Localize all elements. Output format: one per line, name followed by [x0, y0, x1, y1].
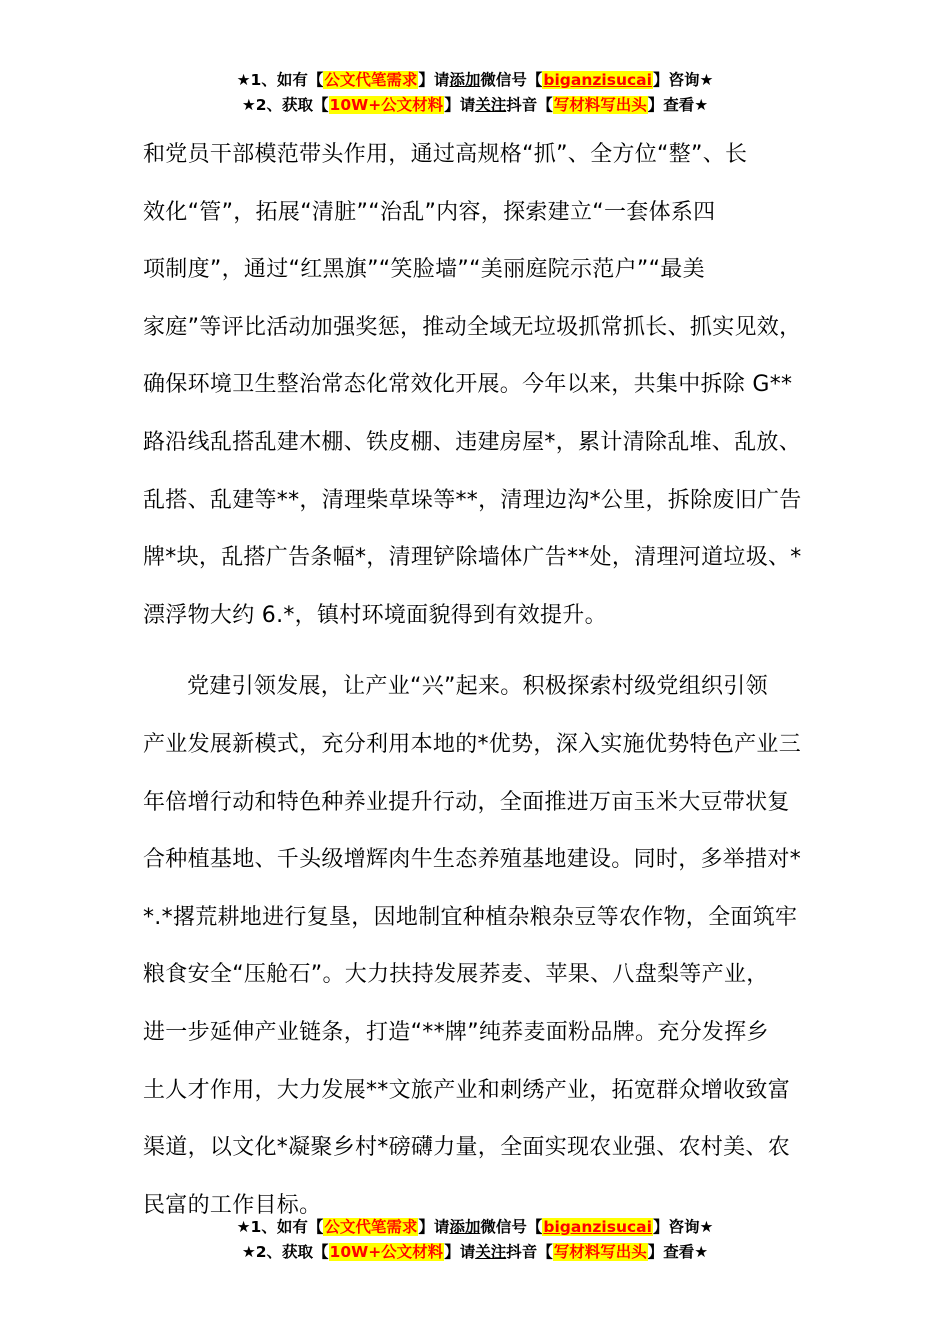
text-line: 进一步延伸产业链条，打造“**牌”纯荞麦面粉品牌。充分发挥乡: [143, 1019, 769, 1045]
banner-text: 】请: [418, 71, 450, 89]
banner-text: 】请: [418, 1218, 450, 1236]
banner-line-2: [0, 93, 950, 118]
banner-text: 】咨询★: [652, 71, 714, 89]
banner-text: 抖音【: [506, 96, 553, 114]
text-line: 党建引领发展，让产业“兴”起来。积极探索村级党组织引领: [187, 674, 768, 700]
highlight-materials: 10W+公文材料: [329, 96, 444, 114]
text-line: 土人才作用，大力发展**文旅产业和刺绣产业，拓宽群众增收致富: [143, 1077, 791, 1103]
text-line: 漂浮物大约 6.*，镇村环境面貌得到有效提升。: [143, 602, 607, 628]
highlight-service: 公文代笔需求: [324, 1218, 418, 1236]
banner-text: 微信号【: [480, 71, 543, 89]
banner-underlined: 关注: [475, 1243, 507, 1261]
banner-line-1: [0, 68, 950, 93]
wechat-id-link[interactable]: biganzisucai: [543, 1218, 652, 1236]
highlight-materials: 10W+公文材料: [329, 1243, 444, 1261]
banner-underlined: 关注: [475, 96, 507, 114]
banner-line-2: [0, 1240, 950, 1265]
banner-text: 】查看★: [647, 1243, 709, 1261]
wechat-id-link[interactable]: biganzisucai: [543, 71, 652, 89]
text-line: 和党员干部模范带头作用，通过高规格“抓”、全方位“整”、长: [143, 142, 748, 167]
text-line: 年倍增行动和特色种养业提升行动，全面推进万亩玉米大豆带状复: [143, 789, 790, 815]
paragraph-gap: [143, 644, 823, 658]
banner-text: 】咨询★: [652, 1218, 714, 1236]
banner-text: ★2、获取【: [241, 96, 329, 114]
footer-banner: [0, 1215, 950, 1265]
douyin-account: 写材料写出头: [553, 1243, 647, 1261]
banner-text: 】请: [444, 96, 476, 114]
banner-text: 抖音【: [506, 1243, 553, 1261]
banner-text: ★1、如有【: [236, 71, 324, 89]
text-line: 渠道，以文化*凝聚乡村*磅礴力量，全面实现农业强、农村美、农: [143, 1135, 791, 1161]
banner-line-1: [0, 1215, 950, 1240]
paragraph-2: [143, 658, 823, 1234]
text-line: 效化“管”，拓展“清脏”“治乱”内容，探索建立“一套体系四: [143, 199, 716, 225]
text-line: 乱搭、乱建等**，清理柴草垛等**，清理边沟*公里，拆除废旧广告: [143, 487, 802, 513]
banner-text: ★2、获取【: [241, 1243, 329, 1261]
text-line: 项制度”，通过“红黑旗”“笑脸墙”“美丽庭院示范户”“最美: [143, 257, 705, 283]
text-line: 家庭”等评比活动加强奖惩，推动全域无垃圾抓常抓长、抓实见效，: [143, 314, 802, 340]
text-line: 产业发展新模式，充分利用本地的*优势，深入实施优势特色产业三: [143, 731, 802, 757]
text-line: 路沿线乱搭乱建木棚、铁皮棚、违建房屋*，累计清除乱堆、乱放、: [143, 429, 802, 455]
douyin-account: 写材料写出头: [553, 96, 647, 114]
text-line: 粮食安全“压舱石”。大力扶持发展荞麦、苹果、八盘梨等产业，: [143, 962, 769, 988]
banner-underlined: 添加: [449, 1218, 481, 1236]
banner-text: 】查看★: [647, 96, 709, 114]
text-line: 牌*块，乱搭广告条幅*，清理铲除墙体广告**处，清理河道垃圾、*: [143, 545, 802, 571]
paragraph-1: [143, 126, 823, 644]
text-line: 确保环境卫生整治常态化常效化开展。今年以来，共集中拆除 G**: [143, 372, 793, 398]
header-banner: [0, 68, 950, 118]
banner-text: 微信号【: [480, 1218, 543, 1236]
document-body: [143, 126, 823, 1234]
banner-underlined: 添加: [449, 71, 481, 89]
highlight-service: 公文代笔需求: [324, 71, 418, 89]
banner-text: 】请: [444, 1243, 476, 1261]
banner-text: ★1、如有【: [236, 1218, 324, 1236]
text-line: 民富的工作目标。: [143, 1192, 322, 1218]
text-line: 合种植基地、千头级增辉肉牛生态养殖基地建设。同时，多举措对*: [143, 847, 802, 873]
text-line: *.*撂荒耕地进行复垦，因地制宜种植杂粮杂豆等农作物，全面筑牢: [143, 904, 798, 930]
